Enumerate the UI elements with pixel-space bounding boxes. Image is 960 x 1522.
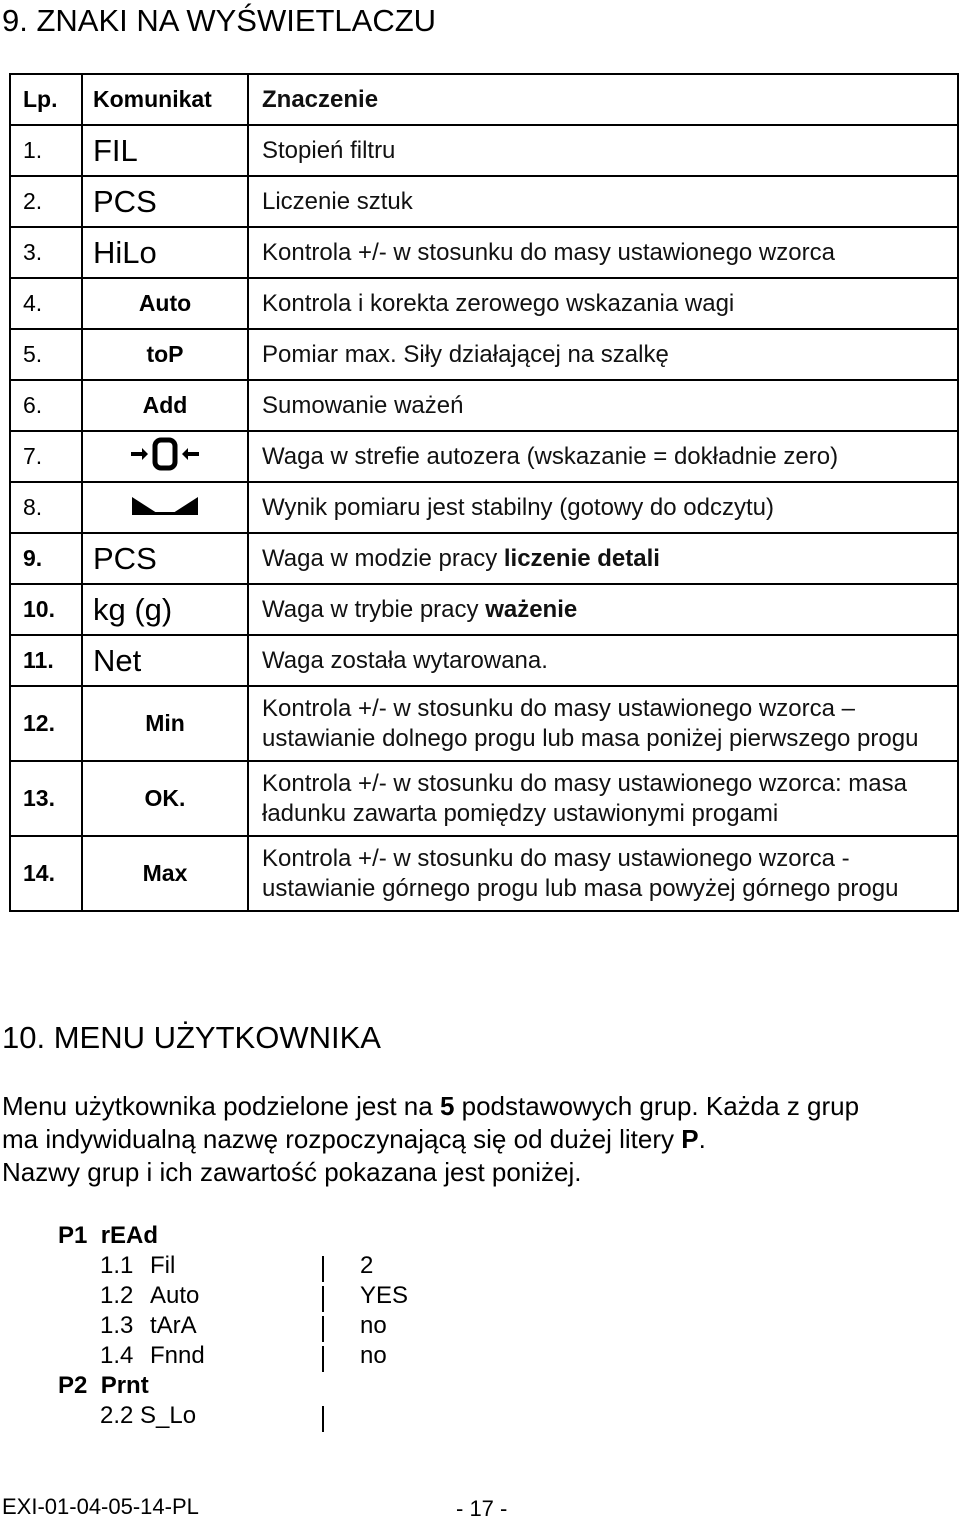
- table-row: [10, 686, 958, 761]
- row-znaczenie: Stopień filtru: [248, 125, 958, 176]
- row-znaczenie: Kontrola +/- w stosunku do masy ustawionego wzorca: [248, 227, 958, 278]
- table-row: [10, 482, 958, 533]
- row-znaczenie-line1: Kontrola +/- w stosunku do masy ustawionego wzorca –: [262, 694, 855, 722]
- row-znaczenie: Waga w trybie pracy: [262, 595, 486, 623]
- row-znaczenie-bold: ważenie: [485, 595, 578, 623]
- row-znaczenie: Waga w strefie autozera (wskazanie = dokładnie zero): [248, 431, 958, 482]
- bold-span: 5: [439, 1091, 455, 1121]
- table-row: [10, 380, 958, 431]
- row-znaczenie-line1: Kontrola +/- w stosunku do masy ustawionego wzorca: masa: [262, 769, 907, 797]
- header-znaczenie: Znaczenie: [248, 74, 958, 125]
- row-lp: 6.: [10, 380, 82, 431]
- menu-group-p1: [58, 1222, 158, 1250]
- row-lp: 10.: [10, 584, 82, 635]
- menu-item-num: 1.2: [100, 1282, 134, 1309]
- table-row: [10, 125, 958, 176]
- paragraph-line-1: [2, 1090, 859, 1123]
- bold-span: P: [681, 1124, 699, 1154]
- section-10-paragraph: [2, 1090, 859, 1189]
- footer-doc-code: EXI-01-04-05-14-PL: [2, 1494, 199, 1519]
- separator-bar: [322, 1286, 324, 1312]
- table-header-row: [10, 74, 958, 125]
- row-znaczenie-bold: liczenie detali: [503, 544, 660, 572]
- row-lp: 11.: [10, 635, 82, 686]
- group-code: P1: [58, 1222, 88, 1249]
- row-lp: 14.: [10, 836, 82, 911]
- table-row: [10, 278, 958, 329]
- menu-item-value: no: [360, 1342, 387, 1369]
- table-row: [10, 584, 958, 635]
- row-znaczenie-line2: ładunku zawarta pomiędzy ustawionymi progami: [262, 799, 779, 827]
- row-znaczenie: Wynik pomiaru jest stabilny (gotowy do odczytu): [248, 482, 958, 533]
- text-span: Menu użytkownika podzielone jest na: [2, 1091, 440, 1121]
- menu-item-num: 1.1: [100, 1252, 134, 1279]
- separator-bar: [322, 1316, 324, 1342]
- row-znaczenie: Waga w modzie pracy: [262, 544, 504, 572]
- row-komunikat: HiLo: [93, 234, 157, 270]
- row-lp: 1.: [10, 125, 82, 176]
- row-lp: 13.: [10, 761, 82, 836]
- table-row: [10, 227, 958, 278]
- row-komunikat: Min: [82, 686, 248, 761]
- paragraph-line-2: [2, 1123, 859, 1156]
- display-signs-table: [9, 73, 959, 912]
- zero-indicator-icon: [128, 437, 202, 471]
- row-komunikat: Add: [82, 380, 248, 431]
- menu-item-value: YES: [360, 1282, 409, 1309]
- stability-indicator-icon: [130, 493, 200, 517]
- row-komunikat: Auto: [82, 278, 248, 329]
- separator-bar: [322, 1256, 324, 1282]
- menu-item-name: Fil: [150, 1252, 176, 1279]
- table-row: [10, 635, 958, 686]
- group-name: rEAd: [100, 1222, 159, 1249]
- menu-item-name: tArA: [150, 1312, 197, 1339]
- table-row: [10, 431, 958, 482]
- row-znaczenie: Sumowanie ważeń: [248, 380, 958, 431]
- row-lp: 3.: [10, 227, 82, 278]
- table-row: [10, 761, 958, 836]
- row-komunikat: FIL: [93, 132, 138, 168]
- row-komunikat: PCS: [93, 183, 157, 219]
- row-komunikat: Net: [93, 642, 142, 678]
- menu-item-name: Auto: [150, 1282, 200, 1309]
- header-komunikat: Komunikat: [82, 74, 248, 125]
- row-znaczenie: Kontrola i korekta zerowego wskazania wagi: [248, 278, 958, 329]
- separator-bar: [322, 1346, 324, 1372]
- row-lp: 9.: [10, 533, 82, 584]
- row-komunikat: kg (g): [93, 591, 173, 627]
- text-span: podstawowych grup. Każda z grup: [454, 1091, 860, 1121]
- row-znaczenie-line1: Kontrola +/- w stosunku do masy ustawionego wzorca -: [262, 844, 850, 872]
- header-lp: Lp.: [10, 74, 82, 125]
- section-10-title: 10. MENU UŻYTKOWNIKA: [2, 1020, 381, 1055]
- menu-item-name: S_Lo: [140, 1402, 197, 1429]
- menu-item-num: 2.2: [100, 1402, 134, 1429]
- text-span: ma indywidualną nazwę rozpoczynającą się od dużej litery: [2, 1124, 682, 1154]
- row-znaczenie: Pomiar max. Siły działającej na szalkę: [248, 329, 958, 380]
- paragraph-line-3: Nazwy grup i ich zawartość pokazana jest poniżej.: [2, 1157, 582, 1187]
- menu-item-num: 1.3: [100, 1312, 134, 1339]
- row-lp: 8.: [10, 482, 82, 533]
- table-row: [10, 176, 958, 227]
- row-znaczenie-line2: ustawianie górnego progu lub masa powyżej górnego progu: [262, 874, 899, 902]
- group-name: Prnt: [100, 1372, 149, 1399]
- row-lp: 5.: [10, 329, 82, 380]
- menu-group-p2: [58, 1372, 149, 1400]
- row-znaczenie-line2: ustawianie dolnego progu lub masa poniżej pierwszego progu: [262, 724, 919, 752]
- row-lp: 7.: [10, 431, 82, 482]
- table-row: [10, 836, 958, 911]
- row-komunikat: toP: [82, 329, 248, 380]
- row-lp: 4.: [10, 278, 82, 329]
- row-znaczenie: Liczenie sztuk: [248, 176, 958, 227]
- row-lp: 2.: [10, 176, 82, 227]
- table-row: [10, 329, 958, 380]
- group-code: P2: [58, 1372, 88, 1399]
- menu-item-num: 1.4: [100, 1342, 134, 1369]
- menu-item-name: Fnnd: [150, 1342, 205, 1369]
- row-lp: 12.: [10, 686, 82, 761]
- row-komunikat: PCS: [93, 540, 157, 576]
- separator-bar: [322, 1406, 324, 1432]
- row-znaczenie: Waga została wytarowana.: [248, 635, 958, 686]
- row-komunikat: OK.: [82, 761, 248, 836]
- table-row: [10, 533, 958, 584]
- footer-page-number: - 17 -: [456, 1496, 508, 1521]
- menu-item-value: 2: [360, 1252, 374, 1279]
- menu-item-value: no: [360, 1312, 387, 1339]
- section-9-title: 9. ZNAKI NA WYŚWIETLACZU: [2, 3, 437, 38]
- row-komunikat: Max: [82, 836, 248, 911]
- text-span: .: [698, 1124, 706, 1154]
